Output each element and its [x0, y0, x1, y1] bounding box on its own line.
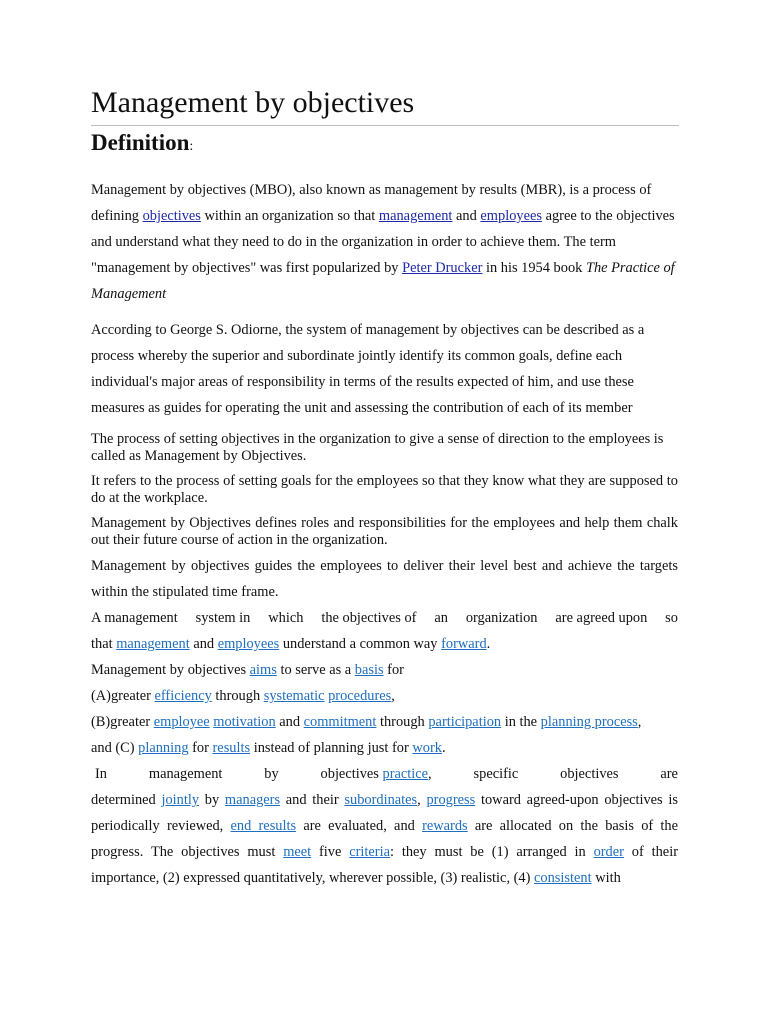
text-run: understand a common way — [279, 636, 442, 652]
link-employees[interactable]: employees — [480, 208, 542, 224]
word: are agreed upon — [555, 610, 648, 626]
word: , — [428, 766, 432, 782]
link-procedures[interactable]: procedures — [328, 688, 392, 704]
text-run: for — [188, 740, 213, 756]
link-forward[interactable]: forward — [441, 636, 487, 652]
link-consistent[interactable]: consistent — [534, 870, 592, 886]
link-peter-drucker[interactable]: Peter Drucker — [402, 260, 483, 276]
link-criteria[interactable]: criteria — [349, 844, 390, 860]
text-run: : they must be (1) arranged in — [389, 844, 594, 860]
word: organization — [465, 610, 538, 626]
link-meet[interactable]: meet — [283, 844, 312, 860]
list-item-a — [91, 683, 678, 709]
link-management[interactable]: management — [378, 208, 453, 224]
link-basis[interactable]: basis — [354, 662, 384, 678]
link-objectives[interactable]: objectives — [142, 208, 201, 224]
document-body — [91, 177, 678, 891]
text-run: . — [486, 636, 491, 652]
paragraph-agreed-line1 — [91, 605, 678, 631]
link-practice[interactable]: practice — [382, 766, 429, 782]
link-systematic[interactable]: systematic — [263, 688, 325, 704]
text-run: agree to the objectives and understand what they need to do in the organization in order to achieve them. The term "management by objectives" was first popularized by — [91, 208, 675, 276]
link-jointly[interactable]: jointly — [161, 792, 200, 808]
link-employee[interactable]: employee — [153, 714, 210, 730]
text-run: and — [452, 208, 481, 224]
word: management — [148, 766, 223, 782]
word: are — [660, 766, 678, 782]
paragraph-defines-roles: Management by Objectives defines roles and responsibilities for the employees and help them chalk out their future course of action in the organization. — [91, 515, 678, 548]
link-results[interactable]: results — [212, 740, 251, 756]
text-run: instead of planning just for — [250, 740, 413, 756]
title-divider — [91, 125, 679, 126]
word: the objectives of — [321, 610, 417, 626]
text-run: in the — [501, 714, 541, 730]
paragraph-practice-line1 — [91, 761, 678, 787]
word: objectives — [320, 766, 379, 782]
link-progress[interactable]: progress — [426, 792, 476, 808]
link-motivation[interactable]: motivation — [213, 714, 276, 730]
link-commitment[interactable]: commitment — [303, 714, 377, 730]
paragraph-agreed-line2 — [91, 631, 678, 657]
text-run: , — [637, 714, 642, 730]
text-run: are evaluated, and — [296, 818, 423, 834]
word: system in — [195, 610, 251, 626]
link-order[interactable]: order — [593, 844, 624, 860]
link-managers[interactable]: managers — [224, 792, 281, 808]
link-efficiency[interactable]: efficiency — [154, 688, 212, 704]
text-run: five — [311, 844, 350, 860]
word: objectives — [560, 766, 619, 782]
text-run: are allocated on the basis of the progress. The objectives must — [91, 818, 678, 860]
link-end-results[interactable]: end results — [230, 818, 297, 834]
text-run: (A)greater — [91, 688, 155, 704]
page-title: Management by objectives — [91, 86, 415, 119]
paragraph-aims — [91, 657, 678, 683]
text-run: Management by objectives (MBO), also known as management by results (MBR), is a process of defining — [91, 182, 652, 224]
text-run: within an organization so that — [200, 208, 379, 224]
text-run: , — [417, 792, 427, 808]
link-participation[interactable]: participation — [428, 714, 502, 730]
text-run: for — [383, 662, 404, 678]
text-run: and their — [280, 792, 345, 808]
text-run: toward agreed-upon objectives is periodically reviewed, — [91, 792, 678, 834]
link-subordinates[interactable]: subordinates — [344, 792, 418, 808]
paragraph-practice — [91, 787, 678, 891]
text-run: through — [211, 688, 264, 704]
word: so — [665, 610, 678, 626]
text-run: and (C) — [91, 740, 139, 756]
word: which — [268, 610, 304, 626]
text-run: determined — [91, 792, 162, 808]
text-run: . — [441, 740, 446, 756]
paragraph-process-setting: The process of setting objectives in the organization to give a sense of direction to the employees is called as Management by Objectives. — [91, 431, 664, 464]
text-run: that — [91, 636, 117, 652]
text-run: Management by objectives — [91, 662, 250, 678]
list-item-b — [91, 709, 678, 735]
word: by — [264, 766, 279, 782]
word: an — [434, 610, 448, 626]
list-item-c — [91, 735, 678, 761]
link-management-2[interactable]: management — [116, 636, 190, 652]
text-run: by — [199, 792, 225, 808]
paragraph-odiorne: According to George S. Odiorne, the system of management by objectives can be described as a process whereby the superior and subordinate jointly identify its common goals, define each individual's major areas of responsibility in terms of the results expected of him, and use these measures as guides for operating the unit and assessing the contribution of each of its member — [91, 322, 645, 416]
book-title: The Practice of Management — [91, 260, 675, 302]
link-planning[interactable]: planning — [138, 740, 189, 756]
link-work[interactable]: work — [412, 740, 442, 756]
word: In — [95, 766, 107, 782]
paragraph-guides: Management by objectives guides the employees to deliver their level best and achieve the targets within the stipulated time frame. — [91, 558, 678, 600]
paragraph-mbo-definition — [91, 177, 678, 307]
link-planning-process[interactable]: planning process — [540, 714, 638, 730]
definition-heading-text: Definition — [91, 130, 190, 155]
text-run: and — [189, 636, 218, 652]
text-run: in his 1954 book — [482, 260, 586, 276]
text-run: (B)greater — [91, 714, 154, 730]
text-run: of their importance, (2) expressed quantitatively, wherever possible, (3) realistic, (4) — [91, 844, 678, 886]
text-run: with — [591, 870, 621, 886]
text-run: , — [391, 688, 395, 704]
definition-heading-colon: : — [189, 139, 194, 154]
definition-heading — [91, 130, 193, 156]
text-run: to serve as a — [276, 662, 355, 678]
paragraph-refers: It refers to the process of setting goals for the employees so that they know what they are supposed to do at the workplace. — [91, 473, 678, 506]
link-rewards[interactable]: rewards — [422, 818, 468, 834]
text-run: and — [275, 714, 304, 730]
word-group — [321, 761, 432, 787]
word: specific — [473, 766, 519, 782]
link-employees-2[interactable]: employees — [217, 636, 280, 652]
word: A management — [91, 610, 178, 626]
link-aims[interactable]: aims — [249, 662, 277, 678]
text-run: through — [376, 714, 429, 730]
